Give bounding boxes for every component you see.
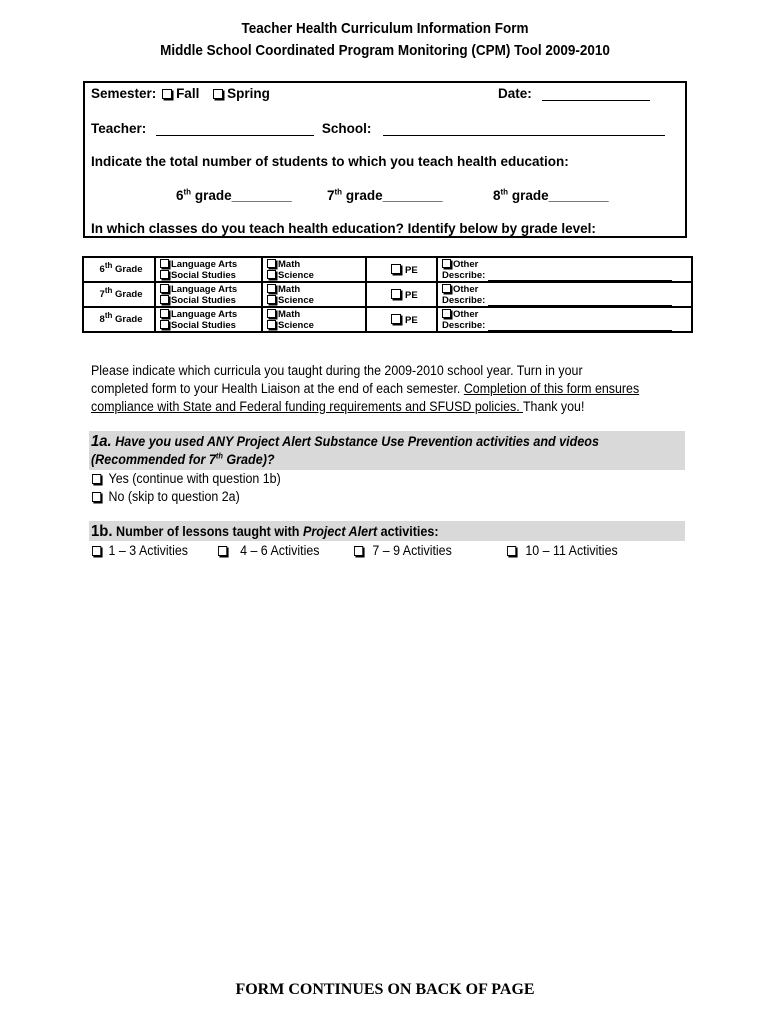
language-social-cell: Language Arts Social Studies bbox=[155, 257, 262, 282]
math-checkbox[interactable] bbox=[267, 309, 276, 318]
grade-cell: 7th Grade bbox=[83, 282, 155, 307]
pe-cell: PE bbox=[366, 282, 437, 307]
other-cell: Other Describe: bbox=[437, 282, 692, 307]
grade-class-table bbox=[82, 256, 693, 333]
language-arts-checkbox[interactable] bbox=[160, 309, 169, 318]
q1a-option-yes: Yes (continue with question 1b) bbox=[92, 471, 281, 486]
other-checkbox[interactable] bbox=[442, 309, 451, 318]
q1a-option-no: No (skip to question 2a) bbox=[92, 489, 240, 504]
form-continues-footer: FORM CONTINUES ON BACK OF PAGE bbox=[235, 981, 535, 998]
language-arts-checkbox[interactable] bbox=[160, 259, 169, 268]
math-checkbox[interactable] bbox=[267, 284, 276, 293]
option-checkbox[interactable] bbox=[507, 546, 516, 556]
pe-checkbox[interactable] bbox=[391, 289, 401, 299]
spring-checkbox[interactable] bbox=[213, 89, 223, 99]
option-checkbox[interactable] bbox=[354, 546, 363, 556]
math-science-cell: Math Science bbox=[262, 282, 366, 307]
teacher-row bbox=[91, 121, 665, 136]
grade8-count: 8th grade________ bbox=[493, 187, 609, 203]
grade8-count-field[interactable]: ________ bbox=[548, 188, 609, 203]
grade-cell: 8th Grade bbox=[83, 307, 155, 332]
describe-field[interactable] bbox=[488, 305, 672, 306]
q1b-option-3: 7 – 9 Activities bbox=[354, 543, 452, 558]
table-row bbox=[83, 282, 692, 307]
other-cell: Other Describe: bbox=[437, 307, 692, 332]
date-field[interactable] bbox=[542, 100, 650, 101]
q1a-question-line2: (Recommended for 7th Grade)? bbox=[91, 451, 275, 467]
option-checkbox[interactable] bbox=[218, 546, 227, 556]
grade7-count-field[interactable]: ________ bbox=[382, 188, 443, 203]
q1b-question: 1b. Number of lessons taught with Project Alert activities: bbox=[91, 523, 439, 540]
social-studies-checkbox[interactable] bbox=[160, 295, 169, 304]
describe-field[interactable] bbox=[488, 330, 672, 331]
school-field[interactable] bbox=[383, 135, 665, 136]
table-row bbox=[83, 257, 692, 282]
semester-row bbox=[91, 86, 270, 101]
q1a-question: 1a. Have you used ANY Project Alert Substance Use Prevention activities and videos bbox=[91, 433, 599, 450]
no-checkbox[interactable] bbox=[92, 492, 101, 502]
teacher-field[interactable] bbox=[156, 135, 314, 136]
science-checkbox[interactable] bbox=[267, 320, 276, 329]
classes-prompt: In which classes do you teach health education? Identify below by grade level: bbox=[91, 221, 596, 236]
pe-cell: PE bbox=[366, 257, 437, 282]
language-social-cell: Language Arts Social Studies bbox=[155, 307, 262, 332]
grade-cell: 6th Grade bbox=[83, 257, 155, 282]
date-row bbox=[498, 86, 650, 101]
other-checkbox[interactable] bbox=[442, 284, 451, 293]
math-science-cell: Math Science bbox=[262, 307, 366, 332]
form-title: Teacher Health Curriculum Information Form bbox=[241, 20, 529, 37]
other-checkbox[interactable] bbox=[442, 259, 451, 268]
fall-checkbox[interactable] bbox=[162, 89, 172, 99]
social-studies-checkbox[interactable] bbox=[160, 270, 169, 279]
pe-cell: PE bbox=[366, 307, 437, 332]
social-studies-checkbox[interactable] bbox=[160, 320, 169, 329]
option-checkbox[interactable] bbox=[92, 546, 101, 556]
pe-checkbox[interactable] bbox=[391, 314, 401, 324]
math-science-cell: Math Science bbox=[262, 257, 366, 282]
teacher-label: Teacher: bbox=[91, 121, 147, 136]
q1b-option-2: 4 – 6 Activities bbox=[218, 543, 319, 558]
q1b-option-1: 1 – 3 Activities bbox=[92, 543, 188, 558]
table-row bbox=[83, 307, 692, 332]
math-checkbox[interactable] bbox=[267, 259, 276, 268]
school-label: School: bbox=[321, 121, 372, 136]
science-checkbox[interactable] bbox=[267, 295, 276, 304]
spring-label: Spring bbox=[227, 86, 270, 101]
q1b-option-4: 10 – 11 Activities bbox=[507, 543, 618, 558]
date-label: Date: bbox=[498, 86, 532, 101]
science-checkbox[interactable] bbox=[267, 270, 276, 279]
grade6-count: 6th grade________ bbox=[176, 187, 292, 203]
semester-label: Semester: bbox=[91, 86, 157, 101]
instructions-paragraph: Please indicate which curricula you taught during the 2009-2010 school year. Turn in your completed form to your Health Liaison at the end of each semester. Completion of this form ensures compliance with State and Federal funding requirements and SFUSD policies. Thank you! bbox=[91, 363, 640, 414]
describe-field[interactable] bbox=[488, 280, 672, 281]
grade7-count: 7th grade________ bbox=[327, 187, 443, 203]
pe-checkbox[interactable] bbox=[391, 264, 401, 274]
other-cell: Other Describe: bbox=[437, 257, 692, 282]
students-prompt: Indicate the total number of students to which you teach health education: bbox=[91, 154, 569, 169]
grade6-count-field[interactable]: ________ bbox=[231, 188, 292, 203]
language-social-cell: Language Arts Social Studies bbox=[155, 282, 262, 307]
form-subtitle: Middle School Coordinated Program Monitoring (CPM) Tool 2009-2010 bbox=[160, 42, 610, 59]
yes-checkbox[interactable] bbox=[92, 474, 101, 484]
fall-label: Fall bbox=[176, 86, 200, 101]
language-arts-checkbox[interactable] bbox=[160, 284, 169, 293]
